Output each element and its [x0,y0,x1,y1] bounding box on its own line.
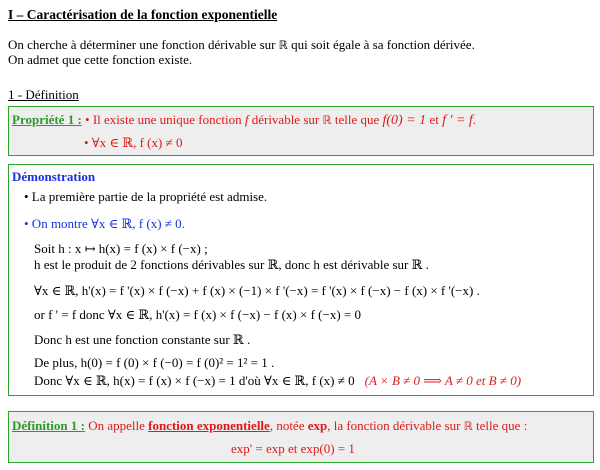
demo-line-7: Donc ∀x ∈ ℝ, h(x) = f (x) × f (−x) = 1 d'où ∀x ∈ ℝ, f (x) ≠ 0 (A × B ≠ 0 ⟹ A ≠ 0 et B ≠ 0) [34,373,522,388]
demo-bullet-2: • On montre ∀x ∈ ℝ, f (x) ≠ 0. [24,216,185,231]
demonstration-label: Démonstration [12,169,96,184]
definition-box [8,411,594,463]
demo-line-1: Soit h : x ↦ h(x) = f (x) × f (−x) ; [34,241,208,256]
demo-line-3: ∀x ∈ ℝ, h'(x) = f '(x) × f (−x) + f (x) × (−1) × f '(−x) = f '(x) × f (−x) − f (x) × f '(−x) . [34,283,480,298]
intro-line-2: On admet que cette fonction existe. [8,52,193,67]
propriete-label: Propriété 1 : [12,112,82,127]
real-numbers-symbol: ℝ [278,38,288,52]
intro-line-1: On cherche à déterminer une fonction dérivable sur ℝ qui soit égale à sa fonction dérivée. [8,37,475,52]
demo-line-4: or f ' = f donc ∀x ∈ ℝ, h'(x) = f (x) × f (−x) − f (x) × f (−x) = 0 [34,307,361,322]
demo-bullet-1: • La première partie de la propriété est admise. [24,189,268,204]
propriete-item-1: • Il existe une unique fonction f dérivable sur ℝ telle que f(0) = 1 et f ' = f. [85,112,477,128]
demo-line-2: h est le produit de 2 fonctions dérivables sur ℝ, donc h est dérivable sur ℝ . [34,257,429,272]
propriete-box [8,106,594,156]
demonstration-box [8,164,594,396]
demo-note: (A × B ≠ 0 ⟹ A ≠ 0 et B ≠ 0) [364,373,522,388]
definition-line-1: Définition 1 : On appelle fonction exponentielle, notée exp, la fonction dérivable sur ℝ telle que : [12,418,528,433]
definition-label: Définition 1 : [12,418,85,433]
subsection-title: 1 - Définition [8,87,79,102]
section-title: I – Caractérisation de la fonction exponentielle [8,7,278,22]
demo-line-5: Donc h est une fonction constante sur ℝ . [34,332,251,347]
propriete-line-1 [12,112,476,129]
demo-line-6: De plus, h(0) = f (0) × f (−0) = f (0)² = 1² = 1 . [34,355,275,370]
definition-formula: exp' = exp et exp(0) = 1 [231,441,355,456]
definition-term: fonction exponentielle [148,418,270,433]
propriete-item-2: • ∀x ∈ ℝ, f (x) ≠ 0 [84,135,183,150]
